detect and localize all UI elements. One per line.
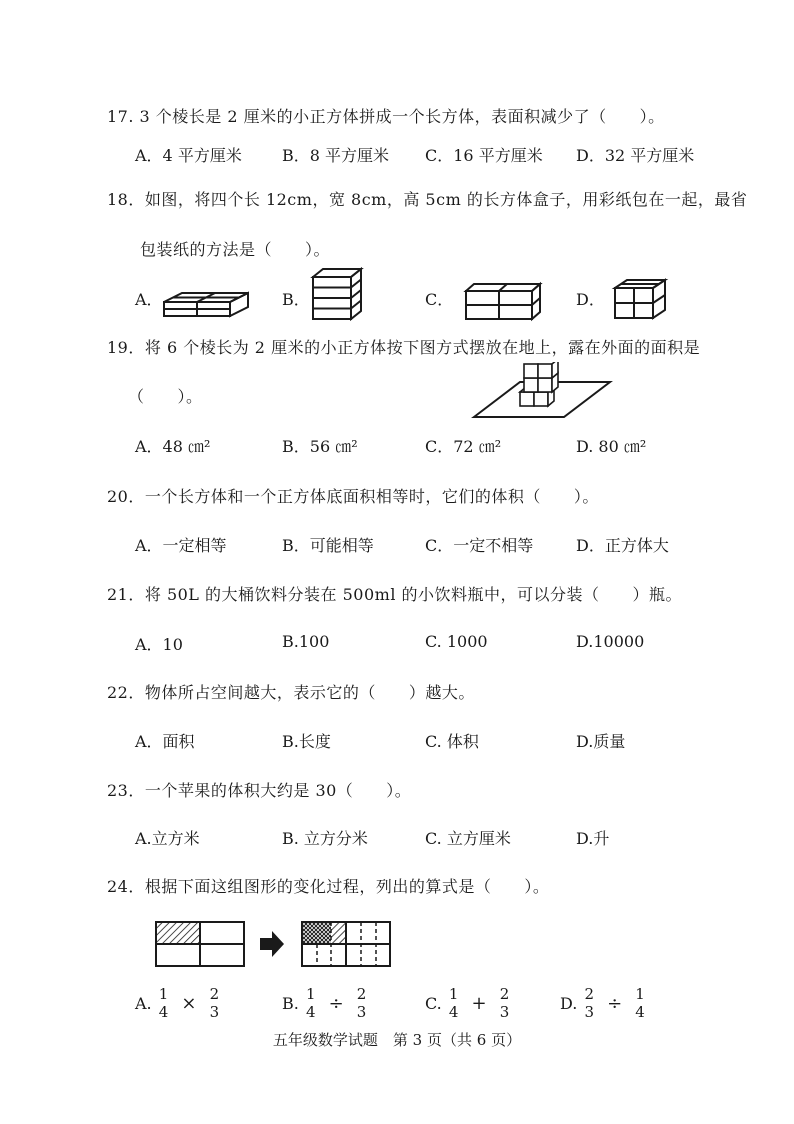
q22-option-a[interactable]: A．面积	[135, 732, 195, 751]
q24-option-c-label: C.	[425, 993, 442, 1013]
q24-option-d[interactable]	[560, 985, 647, 1021]
q18-option-c-figure	[462, 280, 544, 322]
q24-option-a-operator: ×	[181, 992, 197, 1014]
page-footer: 五年级数学试题 第 3 页（共 6 页）	[272, 1031, 522, 1049]
q23-stem: 23．一个苹果的体积大约是 30（ ）。	[107, 781, 412, 800]
q22-option-d[interactable]: D.质量	[576, 732, 626, 751]
q24-option-a-fraction2: 2 3	[209, 985, 220, 1021]
q24-option-d-operator: ÷	[607, 992, 623, 1014]
q20-option-c[interactable]: C．一定不相等	[425, 536, 534, 555]
q21-option-b[interactable]: B.100	[282, 632, 330, 651]
q21-option-a[interactable]: A．10	[135, 635, 183, 654]
q24-option-b-label: B.	[282, 993, 299, 1013]
q19-cube-figure	[468, 362, 614, 422]
q22-stem: 22．物体所占空间越大，表示它的（ ）越大。	[107, 683, 475, 702]
q17-stem: 17. 3 个棱长是 2 厘米的小正方体拼成一个长方体，表面积减少了（ ）。	[107, 107, 665, 126]
q22-option-c[interactable]: C. 体积	[425, 732, 479, 751]
q24-option-a[interactable]	[135, 985, 221, 1021]
q17-option-d[interactable]: D．32 平方厘米	[576, 146, 695, 165]
q24-option-c-fraction2: 2 3	[499, 985, 510, 1021]
q24-option-b[interactable]	[282, 985, 368, 1021]
q18-option-d[interactable]: D．	[576, 290, 605, 309]
q18-stem-line2: 包装纸的方法是（ ）。	[140, 240, 331, 259]
q24-option-b-operator: ÷	[328, 992, 344, 1014]
q18-option-b-figure	[309, 264, 365, 322]
q23-option-d[interactable]: D.升	[576, 829, 610, 848]
q19-option-a[interactable]: A．48 ㎝²	[135, 437, 211, 456]
q17-option-c[interactable]: C．16 平方厘米	[425, 146, 543, 165]
q20-option-d[interactable]: D．正方体大	[576, 536, 669, 555]
q17-option-b[interactable]: B．8 平方厘米	[282, 146, 390, 165]
q18-option-d-figure	[611, 276, 669, 322]
q24-option-a-label: A.	[135, 993, 152, 1013]
q19-blank: （ ）。	[128, 387, 203, 406]
q24-stem: 24．根据下面这组图形的变化过程，列出的算式是（ ）。	[107, 877, 550, 896]
q24-option-c-fraction1: 1 4	[448, 985, 459, 1021]
q24-option-a-fraction1: 1 4	[158, 985, 169, 1021]
q19-stem: 19．将 6 个棱长为 2 厘米的小正方体按下图方式摆放在地上，露在外面的面积是	[107, 338, 701, 357]
q23-option-c[interactable]: C. 立方厘米	[425, 829, 511, 848]
q21-option-c[interactable]: C. 1000	[425, 632, 488, 651]
q24-fraction-figure	[152, 918, 402, 970]
q20-stem: 20．一个长方体和一个正方体底面积相等时，它们的体积（ ）。	[107, 487, 599, 506]
q18-option-a[interactable]: A．	[135, 290, 163, 309]
q19-option-d[interactable]: D. 80 ㎝²	[576, 437, 647, 456]
q24-option-d-label: D.	[560, 993, 578, 1013]
q24-option-b-fraction2: 2 3	[356, 985, 367, 1021]
q18-option-c[interactable]: C．	[425, 290, 454, 309]
q22-option-b[interactable]: B.长度	[282, 732, 331, 751]
q24-option-b-fraction1: 1 4	[305, 985, 316, 1021]
q18-option-a-figure	[160, 285, 252, 321]
q19-option-c[interactable]: C．72 ㎝²	[425, 437, 502, 456]
q24-option-d-fraction1: 2 3	[584, 985, 594, 1021]
q20-option-b[interactable]: B．可能相等	[282, 536, 374, 555]
q24-option-c-operator: +	[471, 992, 487, 1014]
q21-stem: 21．将 50L 的大桶饮料分装在 500ml 的小饮料瓶中，可以分装（ ）瓶。	[107, 585, 683, 604]
q23-option-b[interactable]: B. 立方分米	[282, 829, 368, 848]
q20-option-a[interactable]: A．一定相等	[135, 536, 227, 555]
q18-option-b[interactable]: B．	[282, 290, 310, 309]
q23-option-a[interactable]: A.立方米	[135, 829, 200, 848]
q24-option-c[interactable]	[425, 985, 511, 1021]
q17-option-a[interactable]: A．4 平方厘米	[135, 146, 242, 165]
q21-option-d[interactable]: D.10000	[576, 632, 645, 651]
q24-option-d-fraction2: 1 4	[635, 985, 645, 1021]
q19-option-b[interactable]: B．56 ㎝²	[282, 437, 358, 456]
q18-stem: 18．如图，将四个长 12cm，宽 8cm，高 5cm 的长方体盒子，用彩纸包在一起，最省	[107, 190, 748, 209]
